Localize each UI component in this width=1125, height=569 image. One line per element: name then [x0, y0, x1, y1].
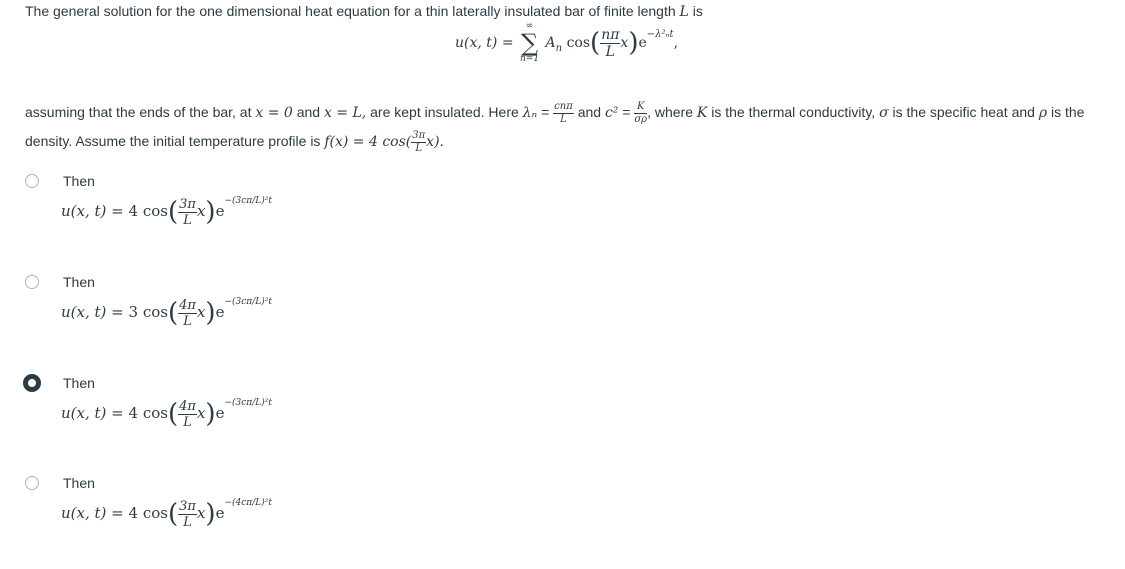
c2-frac	[634, 102, 647, 125]
formula-frac	[600, 28, 620, 59]
formula-var: x	[620, 35, 629, 51]
option-radio[interactable]	[25, 476, 39, 490]
sum-sign: ∑	[520, 29, 539, 57]
formula-lhs: u(x, t) =	[455, 35, 518, 51]
option-expression: u(x, t) = 4 cos( $\frac{3\pi}{L}$ $x)e^{-(4c\pi/L)^2t}$	[61, 498, 272, 530]
lambda-frac	[553, 102, 574, 125]
frac-num: nπ	[601, 26, 620, 43]
exp-power: −λ²ₙt	[646, 29, 674, 40]
assume-text: assuming that the ends of the bar, at	[25, 104, 252, 120]
lambda-eq: =	[541, 104, 550, 120]
is-the-text: is the	[1050, 104, 1085, 120]
rho-var: ρ	[1038, 105, 1048, 121]
option-label: Then	[63, 375, 95, 391]
option-radio-selected[interactable]	[23, 374, 41, 392]
lambda-num: cnπ	[554, 100, 573, 112]
f-den: L	[411, 142, 426, 154]
general-solution-formula: u(x, t) = ∞ ∑ n=1 $A_n$ cos( $\frac{n\pi}{L}$ $x)e^{-\lambda^2_nt}$,	[455, 21, 679, 64]
sum-lower: n=1	[520, 54, 540, 64]
eq-x0: x = 0	[255, 105, 293, 121]
lambda-den: L	[553, 113, 574, 125]
sum-upper: ∞	[525, 21, 534, 31]
option-expression: u(x, t) = 4 cos( $\frac{4\pi}{L}$ $x)e^{-(3c\pi/L)^2t}$	[61, 398, 272, 430]
c2-num: K	[636, 100, 645, 112]
lambda-n: λₙ	[522, 105, 538, 121]
intro-tail: is	[692, 3, 703, 19]
coefficient: A	[545, 35, 556, 51]
specific-text: is the specific heat and	[892, 104, 1035, 120]
f-num: 3π	[412, 129, 426, 141]
intro-var: L	[679, 4, 689, 20]
and-1: and	[296, 104, 321, 120]
option-label: Then	[63, 475, 95, 491]
summation	[520, 22, 539, 64]
thermal-text: is the thermal conductivity,	[711, 104, 876, 120]
formula-trail: ,	[673, 35, 679, 51]
intro-text: The general solution for the one dimensional heat equation for a thin laterally insulated bar of finite length	[25, 3, 676, 19]
and-2: and	[577, 104, 602, 120]
option-radio[interactable]	[25, 275, 39, 289]
are-kept-text: are kept insulated. Here	[370, 104, 519, 120]
option-expression: u(x, t) = 4 cos( $\frac{3\pi}{L}$ $x)e^{-(3c\pi/L)^2t}$	[61, 196, 272, 228]
sigma-var: σ	[879, 105, 889, 121]
option-label: Then	[63, 173, 95, 189]
density-text: density. Assume the initial temperature profile is	[25, 133, 321, 149]
f-of-x: f(x) = 4 cos(	[324, 134, 412, 150]
c-squared: c²	[604, 105, 619, 121]
coefficient-sub: n	[555, 42, 563, 54]
K-var: K	[696, 105, 708, 121]
f-tail: x).	[426, 134, 444, 150]
exp-base: e	[638, 35, 647, 51]
c2-eq: =	[622, 104, 631, 120]
where-text: where	[654, 104, 693, 120]
frac-den: L	[600, 43, 620, 59]
f-frac	[411, 131, 426, 154]
c2-comma: ,	[647, 104, 651, 120]
option-expression: u(x, t) = 3 cos( $\frac{4\pi}{L}$ $x)e^{-(3c\pi/L)^2t}$	[61, 297, 272, 329]
eq-xL: x = L,	[323, 105, 367, 121]
question-intro	[25, 3, 1120, 20]
question-assumptions	[25, 98, 1123, 156]
cos-fn: cos	[566, 35, 591, 51]
option-label: Then	[63, 274, 95, 290]
c2-den: σρ	[634, 113, 648, 125]
option-radio[interactable]	[25, 174, 39, 188]
